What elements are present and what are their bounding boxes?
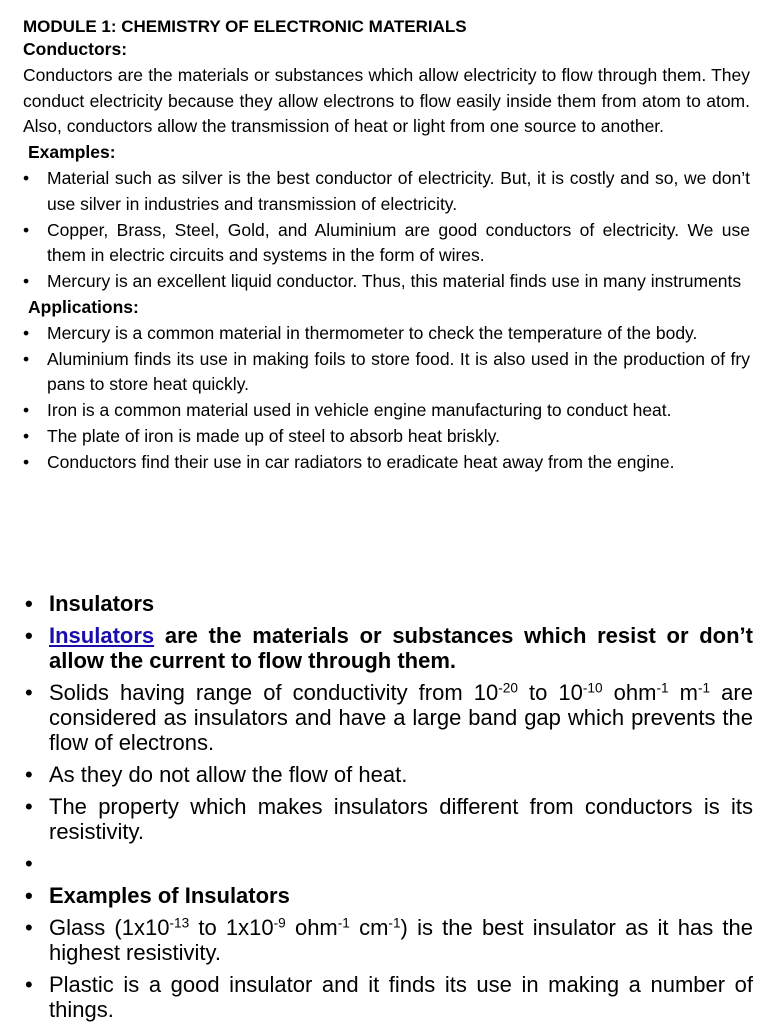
text-part: ohm — [285, 915, 338, 940]
list-item: • Conductors find their use in car radiators to eradicate heat away from the engine. — [23, 450, 750, 476]
text-part: Glass (1x10 — [49, 915, 170, 940]
list-item: • Iron is a common material used in vehicle engine manufacturing to conduct heat. — [23, 398, 750, 424]
exponent: -1 — [337, 915, 350, 931]
exponent: -9 — [273, 915, 286, 931]
text-part: to 10 — [517, 680, 583, 705]
heat-flow: • As they do not allow the flow of heat. — [23, 762, 753, 787]
insulators-link[interactable]: Insulators — [49, 623, 155, 648]
list-item: • Mercury is an excellent liquid conductor. Thus, this material finds use in many instruments — [23, 269, 750, 295]
exponent: -20 — [498, 680, 518, 696]
definition-text: are the materials or substances which resist or don’t allow the current to flow through them. — [49, 623, 753, 673]
list-item: • Aluminium finds its use in making foils to store food. It is also used in the production of fry pans to store heat quickly. — [23, 347, 750, 399]
text-part: ) is the best insulator as it has the highest resistivity. — [49, 915, 753, 965]
insulators-list — [23, 591, 753, 1022]
glass-example — [23, 915, 753, 965]
insulators-heading: • Insulators — [23, 591, 753, 616]
conductors-heading: Conductors: — [23, 39, 128, 59]
list-item: • Material such as silver is the best conductor of electricity. But, it is costly and so, we don’t use silver in industries and transmission of electricity. — [23, 166, 750, 218]
text-part: m — [668, 680, 698, 705]
conductors-examples-list — [23, 166, 750, 295]
conductors-applications-list — [23, 321, 750, 476]
plastic-example: • Plastic is a good insulator and it finds its use in making a number of things. — [23, 972, 753, 1022]
text-part: ohm — [602, 680, 657, 705]
list-item: • Copper, Brass, Steel, Gold, and Aluminium are good conductors of electricity. We use them in electric circuits and systems in the form of wires. — [23, 218, 750, 270]
empty-bullet — [23, 851, 753, 876]
conductivity-range — [23, 680, 753, 755]
exponent: -1 — [388, 915, 401, 931]
text-part: to 1x10 — [189, 915, 274, 940]
exponent: -13 — [169, 915, 190, 931]
text-part: are considered as insulators and have a large band gap which prevents the flow of electrons. — [49, 680, 753, 755]
text-part: Solids having range of conductivity from 10 — [49, 680, 499, 705]
exponent: -10 — [582, 680, 603, 696]
module-title: MODULE 1: CHEMISTRY OF ELECTRONIC MATERIALS — [23, 17, 467, 36]
conductors-examples-heading: Examples: — [28, 142, 116, 163]
list-item: • Mercury is a common material in thermometer to check the temperature of the body. — [23, 321, 750, 347]
insulators-section — [23, 591, 753, 1029]
list-item: • The plate of iron is made up of steel to absorb heat briskly. — [23, 424, 750, 450]
conductors-intro: Conductors are the materials or substances which allow electricity to flow through them. They conduct electricity because they allow electrons to flow easily inside them from atom to atom. Also, conductors allow the transmission of heat or light from one source to another. — [23, 64, 750, 137]
exponent: -1 — [656, 680, 669, 696]
exponent: -1 — [697, 680, 711, 696]
conductors-applications-heading: Applications: — [28, 296, 139, 317]
text-part: cm — [349, 915, 389, 940]
insulator-examples-heading: • Examples of Insulators — [23, 883, 753, 908]
conductors-section — [23, 37, 750, 476]
insulators-definition — [23, 623, 753, 673]
resistivity: • The property which makes insulators different from conductors is its resistivity. — [23, 794, 753, 844]
